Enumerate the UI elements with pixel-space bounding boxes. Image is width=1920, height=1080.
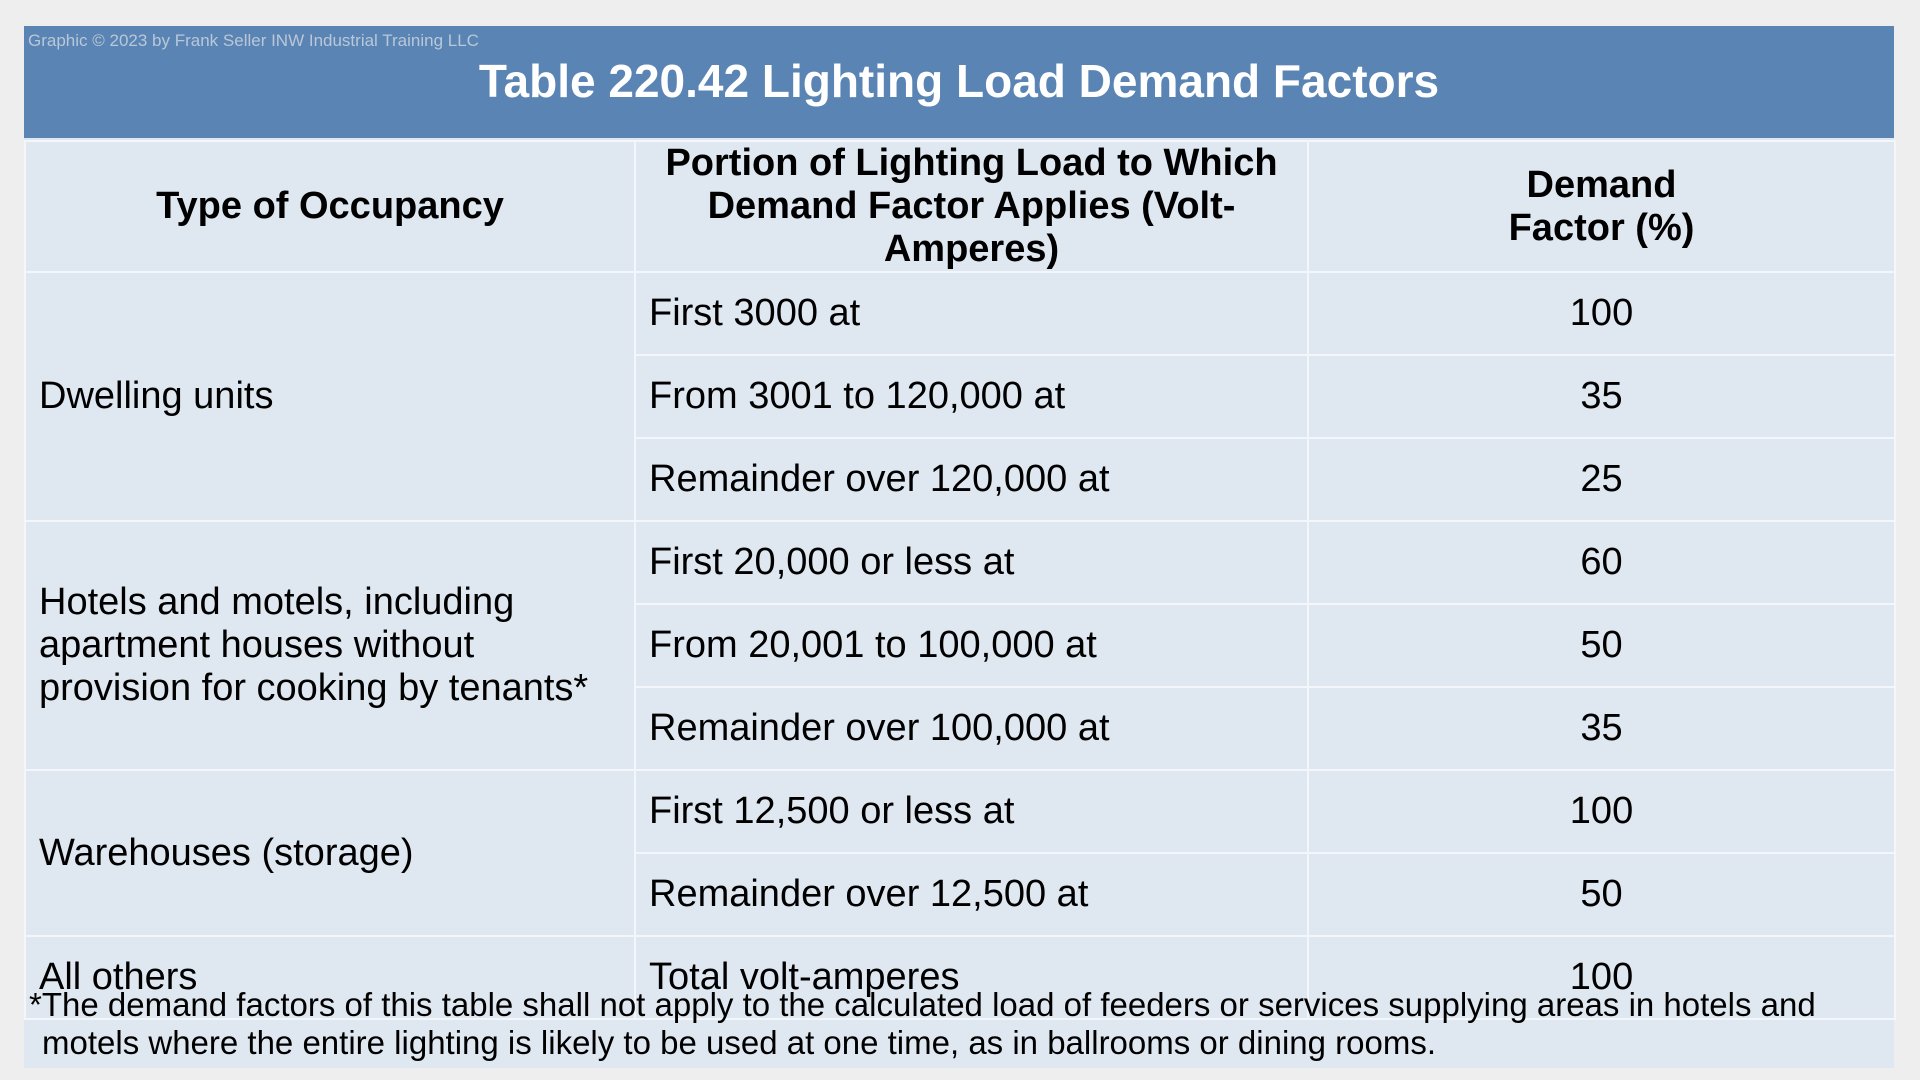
title-bar [24, 26, 1894, 138]
demand-factor-cell: 50 [1308, 853, 1895, 936]
portion-cell: Remainder over 100,000 at [635, 687, 1308, 770]
portion-cell: Remainder over 12,500 at [635, 853, 1308, 936]
table-title: Table 220.42 Lighting Load Demand Factors [478, 55, 1440, 107]
demand-factor-cell: 100 [1308, 272, 1895, 355]
header-demand-factor [1308, 141, 1895, 272]
header-demand-factor-label: Demand Factor (%) [1508, 163, 1695, 249]
portion-cell: First 20,000 or less at [635, 521, 1308, 604]
portion-cell: From 20,001 to 100,000 at [635, 604, 1308, 687]
demand-factor-cell: 35 [1308, 687, 1895, 770]
occupancy-cell: Dwelling units [25, 272, 635, 521]
header-portion: Portion of Lighting Load to Which Demand Factor Applies (Volt-Amperes) [635, 141, 1308, 272]
footnote [29, 986, 1889, 1062]
occupancy-cell: All others [25, 936, 635, 1019]
demand-factor-cell: 100 [1308, 770, 1895, 853]
header-row [25, 141, 1895, 272]
portion-cell: First 3000 at [635, 272, 1308, 355]
demand-factor-cell: 60 [1308, 521, 1895, 604]
occupancy-cell [25, 521, 635, 770]
occupancy-cell: Warehouses (storage) [25, 770, 635, 936]
demand-factor-cell: 35 [1308, 355, 1895, 438]
demand-factor-cell: 25 [1308, 438, 1895, 521]
portion-cell: Total volt-amperes [635, 936, 1308, 1019]
portion-cell: First 12,500 or less at [635, 770, 1308, 853]
demand-factor-table [24, 140, 1896, 1020]
table-body [25, 272, 1895, 1019]
slide-frame [24, 26, 1894, 1068]
demand-factor-cell: 100 [1308, 936, 1895, 1019]
copyright-notice: Graphic © 2023 by Frank Seller INW Industrial Training LLC [28, 31, 479, 50]
table-row [25, 770, 1895, 853]
table-row [25, 521, 1895, 604]
header-occupancy: Type of Occupancy [25, 141, 635, 272]
portion-cell: From 3001 to 120,000 at [635, 355, 1308, 438]
footnote-line-1: *The demand factors of this table shall not apply to the calculated load of feeders or services supplying areas in hotels and [29, 986, 1816, 1023]
footnote-line-2: motels where the entire lighting is likely to be used at one time, as in ballrooms or dining rooms. [42, 1024, 1437, 1061]
demand-factor-cell: 50 [1308, 604, 1895, 687]
occupancy-label: Hotels and motels, including apartment houses without provision for cooking by tenants* [39, 581, 589, 709]
table-row [25, 272, 1895, 355]
portion-cell: Remainder over 120,000 at [635, 438, 1308, 521]
